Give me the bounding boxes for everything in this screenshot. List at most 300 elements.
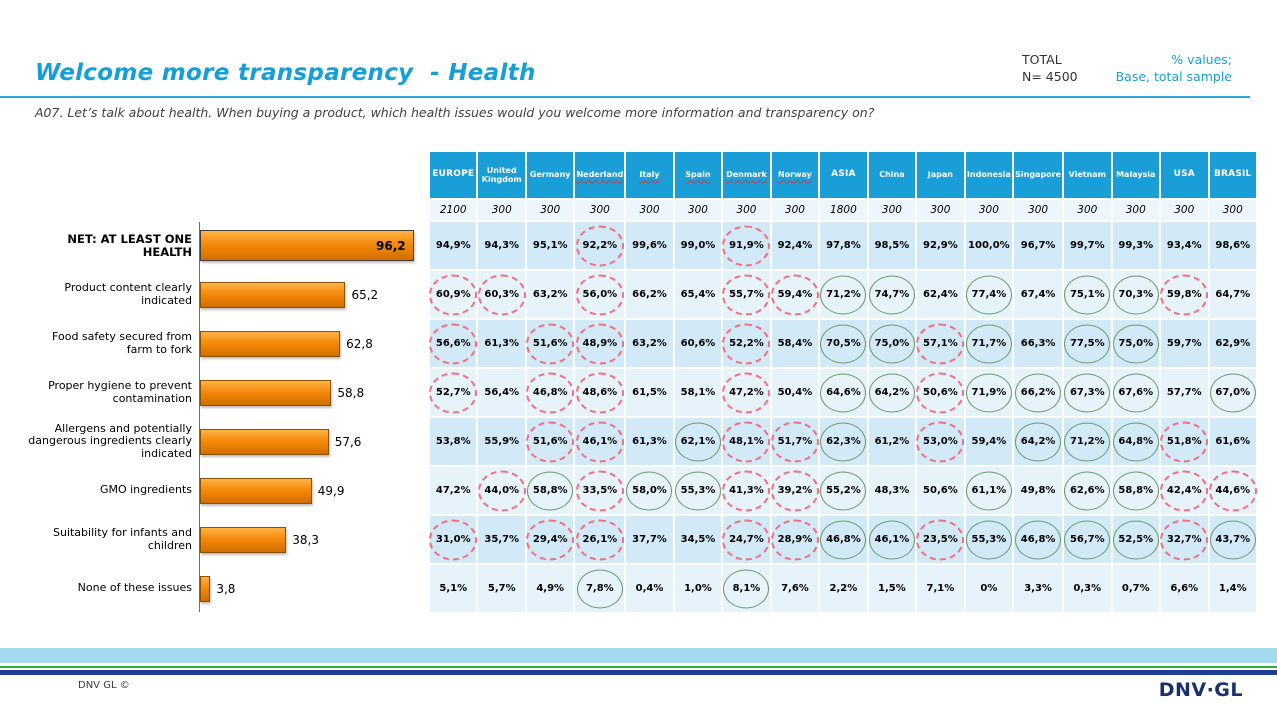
table-cell-value: 71,2% <box>1069 436 1105 447</box>
table-cell <box>1064 565 1110 612</box>
table-cell <box>1064 369 1110 416</box>
table-cell <box>1210 271 1256 318</box>
chart-row <box>26 222 426 269</box>
column-header-label: China <box>879 170 905 180</box>
category-label: None of these issues <box>77 581 192 595</box>
column-header-nederland <box>575 152 624 198</box>
category-label: Suitability for infants and children <box>52 526 192 552</box>
table-cell <box>1113 222 1159 269</box>
table-cell <box>675 516 721 563</box>
table-cell-value: 50,6% <box>923 485 958 496</box>
table-cell <box>820 516 867 563</box>
base-n-cell: 300 <box>1014 200 1062 220</box>
table-cell <box>1210 418 1256 465</box>
table-cell <box>1210 565 1256 612</box>
table-cell <box>575 369 624 416</box>
column-header-norway <box>772 152 818 198</box>
table-cell <box>917 565 963 612</box>
table-cell <box>1161 516 1207 563</box>
base-n-cell: 300 <box>527 200 573 220</box>
table-cell-value: 55,2% <box>826 485 861 496</box>
table-cell-value: 99,3% <box>1118 240 1154 251</box>
table-cell <box>1014 418 1062 465</box>
column-header-italy <box>626 152 672 198</box>
bar-value: 49,9 <box>317 483 345 498</box>
table-cell <box>478 271 524 318</box>
table-cell <box>1064 467 1110 514</box>
table-cell-value: 63,2% <box>632 338 667 349</box>
table-cell-value: 41,3% <box>729 485 764 496</box>
table-cell-value: 66,2% <box>1020 387 1056 398</box>
bar-area <box>200 467 426 514</box>
column-header-label: BRASIL <box>1213 169 1252 180</box>
table-cell <box>1014 516 1062 563</box>
table-cell-value: 56,4% <box>484 387 520 398</box>
bar-area <box>200 516 426 563</box>
bar-value: 62,8 <box>346 336 373 351</box>
table-cell <box>430 222 476 269</box>
table-cell-value: 60,6% <box>680 338 716 349</box>
base-n-cell: 300 <box>1210 200 1256 220</box>
table-cell <box>1014 320 1062 367</box>
bar-value: 3,8 <box>216 581 236 596</box>
chart-row <box>26 369 426 416</box>
table-cell-value: 32,7% <box>1166 534 1202 545</box>
table-cell <box>527 516 573 563</box>
table-cell-value: 44,6% <box>1215 485 1251 496</box>
table-cell <box>966 565 1012 612</box>
table-cell <box>430 320 476 367</box>
table-cell-value: 48,1% <box>729 436 764 447</box>
bar <box>200 429 329 455</box>
note-line-1: % values; <box>1171 52 1232 67</box>
table-cell <box>626 418 672 465</box>
bar <box>200 527 286 553</box>
table-cell <box>772 516 818 563</box>
table-cell-value: 62,3% <box>826 436 861 447</box>
column-header-singapore <box>1014 152 1062 198</box>
table-cell <box>626 369 672 416</box>
table-cell <box>527 467 573 514</box>
table-cell-value: 50,6% <box>923 387 958 398</box>
base-n-cell: 300 <box>1161 200 1207 220</box>
base-n-cell: 300 <box>1064 200 1110 220</box>
base-n-cell: 300 <box>869 200 915 220</box>
total-n: N= 4500 <box>1022 69 1078 84</box>
column-header-malaysia <box>1113 152 1159 198</box>
table-cell <box>1161 565 1207 612</box>
footer-stripe-navy <box>0 670 1277 675</box>
table-cell <box>1210 222 1256 269</box>
category-label: NET: AT LEAST ONE HEALTH <box>67 232 192 259</box>
table-cell-value: 70,5% <box>826 338 861 349</box>
chart-row <box>26 467 426 514</box>
table-cell <box>430 369 476 416</box>
table-cell-value: 48,6% <box>582 387 618 398</box>
table-cell-value: 6,6% <box>1170 583 1199 594</box>
table-cell-value: 8,1% <box>732 583 761 594</box>
table-cell <box>772 467 818 514</box>
table-cell-value: 34,5% <box>680 534 716 545</box>
table-cell-value: 47,2% <box>729 387 764 398</box>
base-n-cell: 300 <box>1113 200 1159 220</box>
table-cell-value: 29,4% <box>532 534 568 545</box>
table-cell <box>478 565 524 612</box>
column-header-indonesia <box>966 152 1012 198</box>
table-cell-value: 62,6% <box>1069 485 1105 496</box>
table-cell <box>966 271 1012 318</box>
table-cell <box>917 222 963 269</box>
table-cell-value: 64,6% <box>826 387 861 398</box>
table-cell <box>626 222 672 269</box>
table-cell-value: 56,6% <box>435 338 471 349</box>
table-cell-value: 92,4% <box>777 240 813 251</box>
table-cell-value: 66,2% <box>632 289 667 300</box>
table-cell-value: 26,1% <box>582 534 618 545</box>
table-cell <box>626 271 672 318</box>
table-cell-value: 58,0% <box>632 485 667 496</box>
table-cell <box>869 222 915 269</box>
column-header-label: United Kingdom <box>481 165 522 184</box>
table-cell <box>675 418 721 465</box>
table-cell-value: 52,5% <box>1118 534 1154 545</box>
table-cell-value: 0,3% <box>1073 583 1102 594</box>
table-cell-value: 98,6% <box>1215 240 1251 251</box>
table-cell <box>723 565 769 612</box>
table-cell <box>1014 369 1062 416</box>
bar-value: 58,8 <box>337 385 365 400</box>
table-cell-value: 0,4% <box>635 583 664 594</box>
note-line-2: Base, total sample <box>1115 69 1232 84</box>
table-cell <box>1210 467 1256 514</box>
table-cell <box>575 467 624 514</box>
table-cell <box>723 516 769 563</box>
table-cell <box>917 418 963 465</box>
table-cell-value: 95,1% <box>532 240 568 251</box>
column-header-united-kingdom <box>478 152 524 198</box>
table-cell <box>575 271 624 318</box>
column-header-label: USA <box>1173 169 1195 180</box>
column-header-label: Vietnam <box>1068 170 1107 180</box>
table-cell-value: 4,9% <box>536 583 565 594</box>
table-cell <box>1210 320 1256 367</box>
table-cell <box>626 467 672 514</box>
table-cell-value: 23,5% <box>923 534 958 545</box>
table-cell <box>626 516 672 563</box>
table-cell <box>917 467 963 514</box>
table-cell <box>1064 418 1110 465</box>
column-header-spain <box>675 152 721 198</box>
table-cell <box>869 418 915 465</box>
base-n-cell: 300 <box>478 200 524 220</box>
table-cell-value: 35,7% <box>484 534 520 545</box>
table-cell-value: 48,9% <box>582 338 618 349</box>
table-cell <box>478 222 524 269</box>
table-cell-value: 66,3% <box>1020 338 1056 349</box>
table-cell <box>869 271 915 318</box>
table-cell <box>772 418 818 465</box>
table-cell <box>1161 222 1207 269</box>
bar <box>200 331 340 357</box>
table-cell <box>1113 516 1159 563</box>
bar-value: 57,6 <box>334 434 362 449</box>
table-cell-value: 64,2% <box>874 387 910 398</box>
base-n-cell: 300 <box>723 200 769 220</box>
column-header-label: Denmark <box>726 170 767 180</box>
table-cell <box>575 516 624 563</box>
table-cell <box>772 271 818 318</box>
base-n-cell: 300 <box>575 200 624 220</box>
chart-row <box>26 565 426 612</box>
chart-row <box>26 516 426 563</box>
column-header-label: Italy <box>639 170 660 180</box>
bar-value: 96,2 <box>376 238 406 253</box>
table-cell-value: 64,2% <box>1020 436 1056 447</box>
table-cell <box>478 320 524 367</box>
table-cell <box>1161 271 1207 318</box>
table-cell <box>1014 565 1062 612</box>
base-n-cell: 300 <box>966 200 1012 220</box>
table-cell <box>966 222 1012 269</box>
table-cell-value: 94,9% <box>435 240 471 251</box>
category-label: Allergens and potentially dangerous ingredients clearly indicated <box>28 421 192 460</box>
bar-area <box>200 222 426 269</box>
table-cell <box>772 565 818 612</box>
table-cell <box>527 565 573 612</box>
table-cell <box>869 516 915 563</box>
table-cell-value: 1,4% <box>1218 583 1247 594</box>
table-cell-value: 7,1% <box>926 583 955 594</box>
bar <box>200 576 210 602</box>
table-cell <box>1113 369 1159 416</box>
column-header-china <box>869 152 915 198</box>
table-cell <box>478 467 524 514</box>
bar <box>200 282 345 308</box>
table-cell-value: 92,9% <box>923 240 958 251</box>
table-cell <box>966 418 1012 465</box>
table-cell <box>1014 222 1062 269</box>
table-cell-value: 2,2% <box>829 583 858 594</box>
table-cell-value: 60,3% <box>484 289 520 300</box>
table-cell <box>917 271 963 318</box>
table-cell-value: 92,2% <box>582 240 618 251</box>
table-cell-value: 5,1% <box>439 583 468 594</box>
table-cell-value: 46,8% <box>826 534 861 545</box>
table-cell-value: 61,1% <box>971 485 1007 496</box>
column-header-usa <box>1161 152 1207 198</box>
category-label: Proper hygiene to prevent contamination <box>48 379 192 405</box>
table-cell <box>820 467 867 514</box>
table-cell-value: 67,6% <box>1118 387 1154 398</box>
table-cell-value: 37,7% <box>632 534 667 545</box>
page-title: Welcome more transparency - Health <box>35 60 536 86</box>
table-cell <box>820 418 867 465</box>
table-cell-value: 71,9% <box>971 387 1007 398</box>
table-cell-value: 99,7% <box>1069 240 1105 251</box>
category-label: Food safety secured from farm to fork <box>52 330 192 356</box>
table-cell-value: 63,2% <box>532 289 568 300</box>
table-cell-value: 62,1% <box>680 436 716 447</box>
table-cell-value: 77,4% <box>971 289 1007 300</box>
bar <box>200 380 331 406</box>
table-cell-value: 64,7% <box>1215 289 1251 300</box>
table-cell-value: 0% <box>980 583 998 594</box>
table-cell-value: 75,1% <box>1069 289 1105 300</box>
base-n-cell: 300 <box>675 200 721 220</box>
footer-copyright: DNV GL © <box>78 680 130 691</box>
table-cell-value: 98,5% <box>874 240 910 251</box>
column-header-denmark <box>723 152 769 198</box>
table-cell <box>527 271 573 318</box>
table-cell-value: 56,7% <box>1069 534 1105 545</box>
table-cell <box>575 222 624 269</box>
table-cell-value: 99,0% <box>680 240 716 251</box>
table-cell-value: 49,8% <box>1020 485 1056 496</box>
table-cell <box>527 418 573 465</box>
table-cell-value: 51,7% <box>777 436 813 447</box>
table-cell <box>1064 222 1110 269</box>
table-cell-value: 71,7% <box>971 338 1007 349</box>
table-cell <box>1014 467 1062 514</box>
table-cell-value: 99,6% <box>632 240 667 251</box>
table-cell <box>675 467 721 514</box>
table-cell-value: 91,9% <box>729 240 764 251</box>
table-cell <box>723 369 769 416</box>
table-cell <box>675 271 721 318</box>
table-cell-value: 59,8% <box>1166 289 1202 300</box>
table-cell-value: 5,7% <box>487 583 516 594</box>
bar-area <box>200 565 426 612</box>
table-cell <box>820 565 867 612</box>
table-cell <box>527 320 573 367</box>
table-cell-value: 7,6% <box>781 583 809 594</box>
question-text: A07. Let’s talk about health. When buying a product, which health issues would you welcome more information and transparency on? <box>35 105 875 120</box>
table-cell-value: 71,2% <box>826 289 861 300</box>
table-cell <box>1113 320 1159 367</box>
footer-stripe-green <box>0 666 1277 668</box>
table-cell-value: 33,5% <box>582 485 618 496</box>
table-cell <box>1113 271 1159 318</box>
table-cell <box>966 467 1012 514</box>
column-header-label: EUROPE <box>432 169 475 180</box>
table-cell-value: 43,7% <box>1215 534 1251 545</box>
table-cell-value: 96,7% <box>1020 240 1056 251</box>
table-cell-value: 52,2% <box>729 338 764 349</box>
table-cell-value: 55,9% <box>484 436 520 447</box>
column-header-label: Germany <box>529 170 571 180</box>
table-cell-value: 58,8% <box>1118 485 1154 496</box>
table-cell <box>772 222 818 269</box>
table-cell <box>527 222 573 269</box>
column-header-japan <box>917 152 963 198</box>
table-cell <box>869 467 915 514</box>
bar-area <box>200 418 426 465</box>
table-cell-value: 53,0% <box>923 436 958 447</box>
table-cell-value: 56,0% <box>582 289 618 300</box>
table-cell <box>723 271 769 318</box>
table-cell <box>723 418 769 465</box>
table-cell-value: 97,8% <box>826 240 861 251</box>
table-cell-value: 58,8% <box>532 485 568 496</box>
table-cell-value: 1,5% <box>878 583 906 594</box>
column-header-germany <box>527 152 573 198</box>
table-cell <box>820 271 867 318</box>
chart-row <box>26 271 426 318</box>
table-cell <box>1064 516 1110 563</box>
table-cell <box>675 369 721 416</box>
table-cell-value: 47,2% <box>435 485 471 496</box>
table-cell <box>1113 418 1159 465</box>
table-cell-value: 57,7% <box>1166 387 1202 398</box>
table-cell-value: 77,5% <box>1069 338 1105 349</box>
table-cell <box>478 418 524 465</box>
table-cell-value: 67,4% <box>1020 289 1056 300</box>
bar <box>200 230 414 261</box>
table-cell <box>575 418 624 465</box>
table-cell-value: 58,4% <box>777 338 813 349</box>
footer-stripe-lightblue <box>0 648 1277 663</box>
column-header-brasil <box>1210 152 1256 198</box>
table-cell <box>723 222 769 269</box>
table-cell <box>917 320 963 367</box>
table-cell <box>820 369 867 416</box>
table-cell <box>1113 467 1159 514</box>
table-cell-value: 67,3% <box>1069 387 1105 398</box>
table-cell <box>1210 516 1256 563</box>
table-cell-value: 60,9% <box>435 289 471 300</box>
column-header-label: Japan <box>927 170 953 180</box>
column-header-label: Indonesia <box>966 170 1011 180</box>
table-cell <box>1161 467 1207 514</box>
table-cell <box>430 418 476 465</box>
table-cell <box>626 565 672 612</box>
category-label: GMO ingredients <box>99 483 192 497</box>
base-n-cell: 300 <box>772 200 818 220</box>
table-cell-value: 94,3% <box>484 240 520 251</box>
table-cell-value: 48,3% <box>874 485 910 496</box>
table-cell-value: 58,1% <box>680 387 716 398</box>
table-cell-value: 39,2% <box>777 485 813 496</box>
table-cell <box>1064 271 1110 318</box>
column-header-asia <box>820 152 867 198</box>
table-cell-value: 46,1% <box>874 534 910 545</box>
table-cell <box>723 467 769 514</box>
table-cell-value: 93,4% <box>1166 240 1202 251</box>
table-cell-value: 61,6% <box>1215 436 1251 447</box>
table-cell-value: 62,4% <box>923 289 958 300</box>
table-cell <box>869 565 915 612</box>
table-cell <box>820 320 867 367</box>
table-cell-value: 61,3% <box>484 338 520 349</box>
table-cell <box>1064 320 1110 367</box>
table-cell <box>820 222 867 269</box>
table-cell-value: 74,7% <box>874 289 910 300</box>
base-n-cell: 2100 <box>430 200 476 220</box>
table-cell <box>966 369 1012 416</box>
chart-row <box>26 418 426 465</box>
base-n-cell: 300 <box>917 200 963 220</box>
chart-row <box>26 320 426 367</box>
table-cell <box>772 320 818 367</box>
column-header-label: Spain <box>685 170 711 180</box>
table-cell <box>1161 418 1207 465</box>
table-cell-value: 75,0% <box>1118 338 1154 349</box>
table-cell <box>1210 369 1256 416</box>
table-cell-value: 1,0% <box>684 583 712 594</box>
table-cell <box>430 467 476 514</box>
table-cell-value: 55,7% <box>729 289 764 300</box>
column-header-label: ASIA <box>831 169 856 180</box>
